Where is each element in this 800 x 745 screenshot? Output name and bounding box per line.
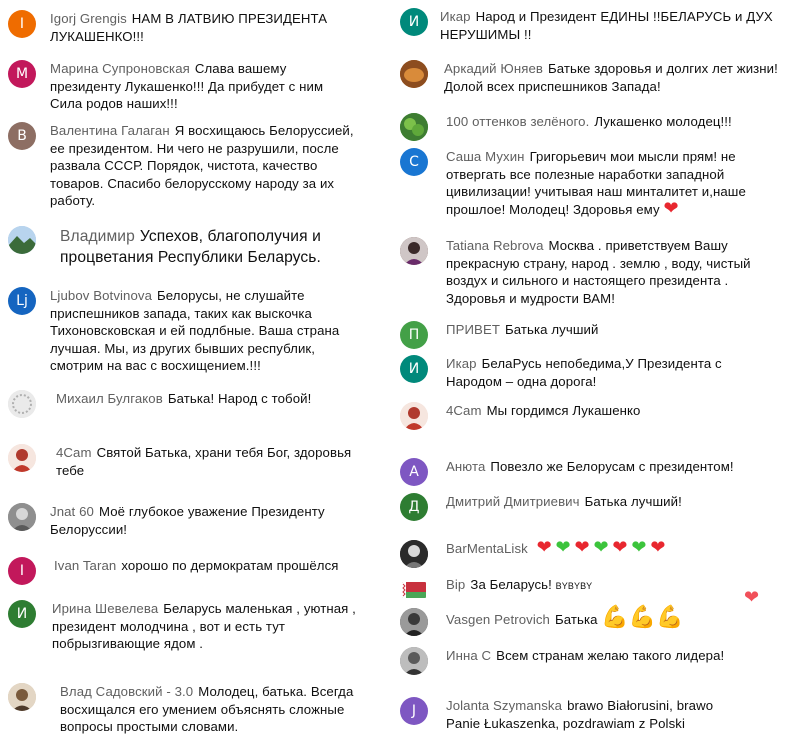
comment-text: Всем странам желаю такого лидера! [496,648,725,663]
red-heart-icon: ❤ [612,537,628,557]
red-heart-icon: ❤ [663,197,679,218]
flexed-biceps-icon: 💪💪💪 [601,604,684,629]
person-avatar-icon [400,540,428,568]
comment-author[interactable]: Владимир [60,228,135,245]
comment-author[interactable]: Икар [440,9,471,24]
comment-text: Мы гордимся Лукашенко [486,403,641,418]
comment-text: Батька! Народ с тобой! [167,391,312,406]
comment-text: хорошо по дермократам прошёлся [121,558,339,573]
comment-author[interactable]: Саша Мухин [446,149,525,164]
avatar[interactable]: И [400,355,428,383]
avatar[interactable]: И [400,8,428,36]
comment-author[interactable]: Igorj Grengis [50,11,127,26]
avatar[interactable]: I [8,557,36,585]
comment-text: БелаРусь непобедима,У Президента с Народом – одна дорога! [446,356,722,389]
red-heart-icon: ❤ [744,587,760,607]
avatar[interactable] [400,608,428,636]
red-heart-icon: ❤ [574,537,590,557]
person-avatar-icon [400,237,428,265]
person-avatar-icon [8,503,36,531]
avatar[interactable]: М [8,60,36,88]
flag-emoji-text: BYBYBY [555,581,593,591]
comment-author[interactable]: 4Cam [446,403,482,418]
comment-text: brawo Białorusini, brawo Panie Łukaszenka, pozdrawiam z Polski [446,698,714,731]
avatar[interactable] [400,576,428,604]
person-avatar-icon [8,444,36,472]
comment-author[interactable]: ПРИВЕТ [446,322,501,337]
comment-author[interactable]: Jnat 60 [50,504,94,519]
comment-author[interactable]: Икар [446,356,477,371]
comment-text: Повезло же Белорусам с президентом! [490,459,734,474]
person-avatar-icon [400,608,428,636]
avatar[interactable]: И [8,600,36,628]
red-heart-icon: ❤ [650,537,666,557]
comment-author[interactable]: Марина Супроновская [50,61,190,76]
comment-author[interactable]: Bip [446,577,466,592]
comment-author[interactable]: Ivan Taran [54,558,117,573]
comment-text: Лукашенко молодец!!! [594,114,732,129]
avatar[interactable]: П [400,321,428,349]
comment-text: Григорьевич мои мысли прям! не отвергать все полезные наработки западной цивилизации! учитывая наш минталитет и,наше прошлое! Молодец! Здоровья ему [446,149,746,217]
belarus-flag-icon [400,576,428,604]
person-avatar-icon [8,683,36,711]
comment-text: Успехов, благополучия и процветания Республики Беларусь. [60,228,321,266]
avatar[interactable] [400,647,428,675]
avatar[interactable] [400,402,428,430]
comment-text: Я восхищаюсь Белоруссией, ее президентом. Ни чего не разрушили, после развала СССР. Порядок, чистота, качество товаров. Спасибо белорусскому народу за их работу. [50,123,354,209]
comment-author[interactable]: Валентина Галаган [50,123,170,138]
red-heart-icon: ❤ [536,537,552,557]
avatar[interactable] [400,113,428,141]
comment-text: Батька лучший [505,322,599,337]
comment-author[interactable]: 4Cam [56,445,92,460]
person-avatar-icon [400,402,428,430]
comment-text: Моё глубокое уважение Президенту Белоруссии! [50,504,325,537]
comment-text: За Беларусь! [470,577,552,592]
avatar[interactable]: Д [400,493,428,521]
comment-text: Белорусы, не слушайте приспешников запада, таких как выскочка Тихоновсковская и ей подлбные. Ваша страна лучшая. Мы, из других бывших республик, смотрим на вас с восхищением.!!! [50,288,340,374]
comment-author[interactable]: Михаил Булгаков [56,391,163,406]
person-avatar-icon [400,647,428,675]
comment-text: Святой Батька, храни тебя Бог, здоровья тебе [56,445,352,478]
comment-author[interactable]: Jolanta Szymanska [446,698,563,713]
comment-text: Батька лучший! [584,494,682,509]
comment-author[interactable]: Аркадий Юняев [444,61,544,76]
avatar[interactable] [8,683,36,711]
comment-author[interactable]: Анюта [446,459,486,474]
comment-author[interactable]: Инна С [446,648,492,663]
avatar[interactable] [8,390,36,418]
comment-author[interactable]: Дмитрий Дмитриевич [446,494,580,509]
green-heart-icon: ❤ [555,537,571,557]
comment-text: Молодец, батька. Всегда восхищался его умением объяснять сложные вопросы простыми словами. [60,684,354,735]
comment-text: Народ и Президент ЕДИНЫ !!БЕЛАРУСЬ и ДУХ НЕРУШИМЫ !! [440,9,773,42]
comment-text: Слава вашему президенту Лукашенко!!! Да прибудет с ним Сила родов наших!!! [50,61,324,112]
avatar[interactable]: I [8,10,36,38]
comment-text: Батька [554,612,598,627]
comment-text: НАМ В ЛАТВИЮ ПРЕЗИДЕНТА ЛУКАШЕНКО!!! [50,11,328,44]
comment-author[interactable]: Ирина Шевелева [52,601,159,616]
landscape-avatar-icon [8,226,36,254]
comment-text: Беларусь маленькая , уютная , президент молодчина , вот и есть тут побрызгивающие ядом . [52,601,356,652]
avatar[interactable]: С [400,148,428,176]
avatar[interactable] [8,444,36,472]
pattern-avatar-icon [8,390,36,418]
avatar[interactable] [400,540,428,568]
avatar[interactable]: В [8,122,36,150]
green-heart-icon: ❤ [593,537,609,557]
comment-author[interactable]: Ljubov Botvinova [50,288,153,303]
avatar[interactable]: J [400,697,428,725]
comment-author[interactable]: Влад Садовский - 3.0 [60,684,194,699]
comment-author[interactable]: Tatiana Rebrova [446,238,544,253]
comment-author[interactable]: 100 оттенков зелёного. [446,114,590,129]
green-heart-icon: ❤ [631,537,647,557]
comment-text: Батьке здоровья и долгих лет жизни! Долой всех приспешников Запада! [444,61,778,94]
avatar[interactable]: Lj [8,287,36,315]
avatar[interactable] [400,60,428,88]
comment-text: Москва . приветствуем Вашу прекрасную страну, народ . землю , воду, чистый воздух и сильного и настоящего президента . Здоровья и мудрости ВАМ! [446,238,751,306]
avatar[interactable]: А [400,458,428,486]
leaf-avatar-icon [400,113,428,141]
avatar[interactable] [8,226,36,254]
food-avatar-icon [400,60,428,88]
comment-author[interactable]: BarMentaLisk [446,541,528,556]
comment-author[interactable]: Vasgen Petrovich [446,612,550,627]
avatar[interactable] [8,503,36,531]
avatar[interactable] [400,237,428,265]
